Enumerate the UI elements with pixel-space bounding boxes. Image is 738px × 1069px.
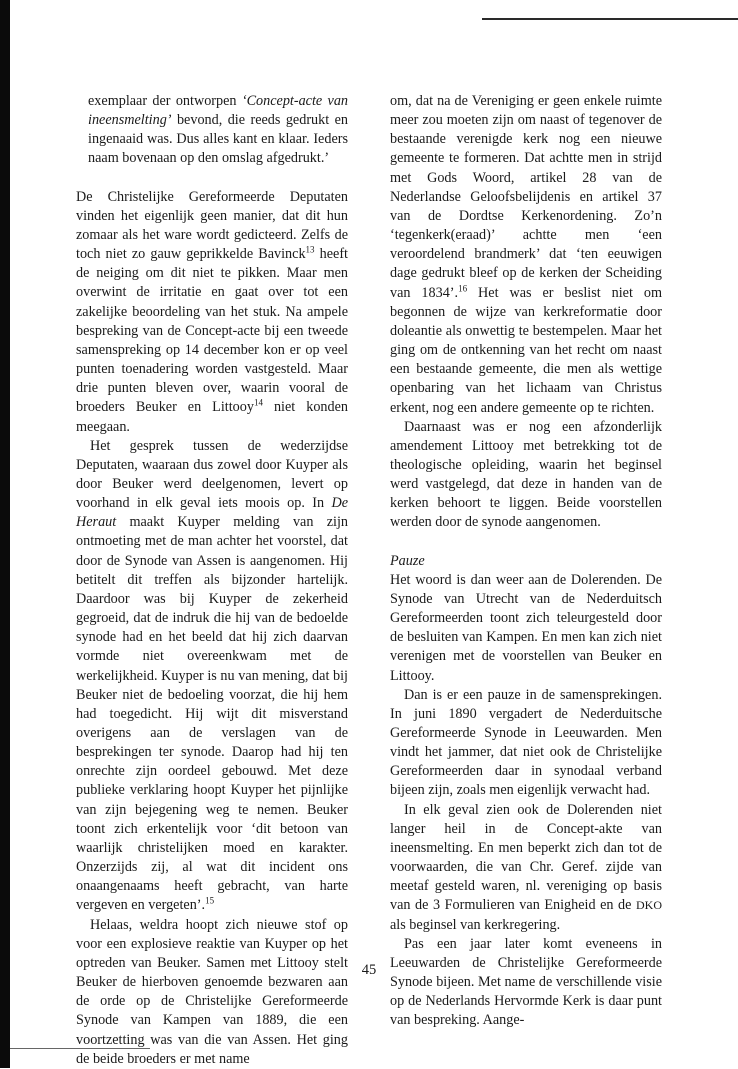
paragraph: om, dat na de Vereniging er geen enkele ruimte meer zou moeten zijn om naast of tegenover de bestaande verenigde kerk nog een nieuwe gemeente te formeren. Dat achtte men in strijd met Gods Woord, artikel 28 van de Nederlandse Geloofsbelijdenis en artikel 37 van de Dordtse Kerkenordening. Zo’n ‘tegenkerk(eraad)’ achtte men ‘een veroordelend brandmerk’ dat ‘ten eeuwigen dage gedrukt bleef op de kerken der Scheiding van 1834’.$^{16}$ Het was er beslist niet om begonnen de wijze van kerkreformatie door doleantie als onwettig te bestempelen. Maar het ging om de ontkenning van het recht om naast een bestaande gemeente, die men als wettige openbaring van het lichaam van Christus erkent, nog een andere gemeente op te richten. [390,93,662,416]
paragraph: In elk geval zien ook de Dolerenden niet langer heil in de Concept-akte van ineensmelting. En men beperkt zich dan tot de voorwaarden, die van Chr. Geref. zijde van meetaf gesteld waren, nl. vereniging op basis van de 3 Formulieren van Enigheid en de DKO als beginsel van kerkregering. [390,801,662,933]
paragraph: Daarnaast was er nog een afzonderlijk amendement Littooy met betrekking tot de theologische opleiding, waarin het beginsel werd vastgelegd, dat deze in handen van de kerken behoort te liggen. Beide voorstellen werden door de synode aangenomen. [390,418,662,531]
footnote-ref: 13 [305,244,315,255]
scan-edge [0,0,10,1068]
left-column [76,92,348,1069]
right-column [390,92,662,1031]
top-rule [482,18,738,20]
footnote-ref: 15 [205,895,215,906]
footnote-ref: 16 [458,282,468,293]
footnote-ref: 14 [253,397,263,408]
paragraph: Helaas, weldra hoopt zich nieuwe stof op voor een explosieve reaktie van Kuyper op het optreden van Beuker. Samen met Littooy stelt Beuker de hierboven genoemde bezwaren aan de orde op de Christelijke Gereformeerde Synode van Kampen van 1889, die een voortzetting was van die van Assen. Het ging de beide broeders er met name [76,916,348,1067]
paragraph: Het woord is dan weer aan de Dolerenden. De Synode van Utrecht van de Nederduitsch Gereformeerden toont zich teleurgesteld door de besluiten van Kampen. En men kan zich niet verenigen met de voorstellen van Beuker en Littooy. [390,571,662,684]
block-quote: exemplaar der ontworpen ‘Concept-acte van ineensmelting’ bevond, die reeds gedrukt en ingenaaid was. Dus alles kant en klaar. Ieders naam bovenaan op den omslag afgedrukt.’ [88,93,349,167]
page-number: 45 [361,962,377,978]
section-heading: Pauze [390,552,425,569]
paragraph: Het gesprek tussen de wederzijdse Deputaten, waaraan dus zowel door Kuyper als door Beuker werd deelgenomen, levert op voorhand in elk geval iets moois op. In De Heraut maakt Kuyper melding van zijn ontmoeting met de man achter het voorstel, dat door de Synode van Assen is aangenomen. Hij betitelt dit treffen als bijzonder hartelijk. Daardoor was bij Kuyper de zekerheid gegroeid, dat de indruk die hij van de bedoelde synode had en het beeld dat hij zich daarvan vormde niet overeenkwam met de werkelijkheid. Kuyper is nu van mening, dat bij Beuker niet de bedoeling voorzat, die hij hem had toegedicht. Hij wijt dit misverstand overigens aan de verslagen van de besprekingen ter synode. Daarop had hij ten onrechte zijn oordeel gebouwd. Met deze publieke verklaring hoopt Kuyper het pijnlijke van zijn bejegening weg te nemen. Beuker toont zich erkentelijk voor ‘dit betoon van waarlijk christelijken moed en karakter. Onzerzijds zij, al wat dit incident ons onaangenaams heeft gebracht, van harte vergeven en vergeten’.$^{15}$ [76,437,348,914]
paragraph: Dan is er een pauze in de samensprekingen. In juni 1890 vergadert de Nederduitsche Gereformeerde Synode in Leeuwarden. Men vindt het jammer, dat niet ook de Christelijke Gereformeerden daar in synodaal verband bijeen zijn, zoals men eigenlijk verwacht had. [390,686,662,799]
abbreviation: DKO [636,898,662,913]
quote-title: ‘Concept-acte van ineensmelting’ [88,93,349,129]
paragraph: Pas een jaar later komt eveneens in Leeuwarden de Christelijke Gereformeerde Synode bijeen. Met name de verschillende visie op de Nederlands Hervormde Kerk is daar punt van bespreking. Aange- [390,935,662,1029]
paragraph: De Christelijke Gereformeerde Deputaten vinden het eigenlijk geen manier, dat dit hun zomaar als het ware wordt gedicteerd. Zelfs de toch niet zo gauw geprikkelde Bavinck$^{13}$ heeft de neiging om dit niet te pikken. Maar men overwint de irritatie en gaat over tot een zakelijke beoordeling van het stuk. Na ampele bespreking van de Concept-acte bij een tweede samenspreking op 14 december kon er op veel punten toenadering worden vastgesteld. Maar drie punten bleven over, waarin vooral de broeders Beuker en Littooy$^{14}$ niet konden meegaan. [76,188,348,435]
publication-title: De Heraut [76,495,348,531]
